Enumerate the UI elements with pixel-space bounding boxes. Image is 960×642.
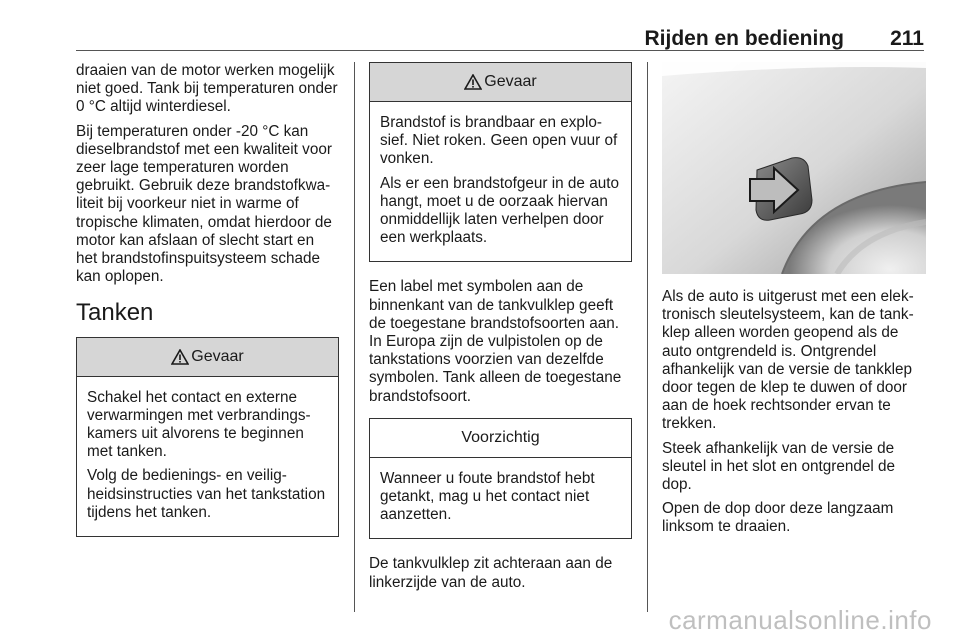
warning-body [77,377,338,536]
warning-text: Als er een brandstofgeur in de auto hangt, moet u de oorzaak hiervan onmiddellijk laten verhelpen door een werkplaats. [380,174,619,247]
fuel-flap-icon [662,62,926,274]
warning-box [369,62,632,262]
page-number: 211 [890,27,924,50]
header-title: Rijden en bediening [644,27,844,50]
warning-triangle-icon [464,74,482,90]
paragraph: Bij temperaturen onder -20 °C kan dieselbrandstof met een kwaliteit voor zeer lage temperaturen worden gebruikt. Gebruik deze brandstofkwaliteit bij voorkeur niet in warme of tropische klimaten, omdat hierdoor de motor kan afslaan of slecht start en het brandstofinspuitsysteem schade kan oplopen. [76,122,332,286]
warning-triangle-icon [171,349,189,365]
warning-title: Gevaar [191,347,244,365]
column-3 [662,62,926,543]
caution-text: Wanneer u foute brandstof hebt getankt, mag u het contact niet aanzetten. [380,469,595,524]
section-title: Tanken [76,299,154,327]
warning-header [77,338,338,377]
header-rule [76,50,924,51]
paragraph: Een label met symbolen aan de binnenkant van de tankvulklep geeft de toegestane brandstofsoorten aan. In Europa zijn de vulpistolen op de tankstations voorzien van dezelfde symbolen. Tank alleen de toegestane brandstofsoort. [369,278,622,405]
caution-body [370,458,631,539]
caution-box [369,418,632,540]
paragraph: draaien van de motor werken mogelijk niet goed. Tank bij temperaturen onder 0 °C altijd winterdiesel. [76,62,338,116]
warning-text: Schakel het contact en externe verwarmingen met verbrandingskamers uit alvorens te beginnen met tanken. [87,388,311,461]
watermark: carmanualsonline.info [668,605,932,635]
warning-body [370,102,631,261]
fuel-flap-illustration [662,62,926,274]
paragraph: De tankvulklep zit achteraan aan de linkerzijde van de auto. [369,555,613,591]
paragraph: Open de dop door deze langzaam linksom te draaien. [662,500,894,536]
warning-title: Gevaar [484,72,537,90]
paragraph: Als de auto is uitgerust met een elektronisch sleutelsysteem, kan de tankklep alleen worden geopend als de auto ontgrendeld is. Ontgrendel afhankelijk van de versie de tankklep door tegen de klep te duwen of door aan de hoek rechtsonder ervan te trekken. [662,288,914,433]
warning-header [370,63,631,102]
warning-text: Brandstof is brandbaar en explosief. Niet roken. Geen open vuur of vonken. [380,114,618,168]
warning-text: Volg de bedienings- en veiligheidsinstructies van het tankstation tijdens het tanken. [87,467,326,521]
caution-header [370,419,631,458]
paragraph: Steek afhankelijk van de versie de sleutel in het slot en ontgrendel de dop. [662,439,896,494]
column-divider [354,62,355,612]
column-2 [369,62,632,598]
column-divider [647,62,648,612]
column-1 [76,62,339,553]
caution-title: Voorzichtig [461,428,540,446]
warning-box [76,337,339,537]
